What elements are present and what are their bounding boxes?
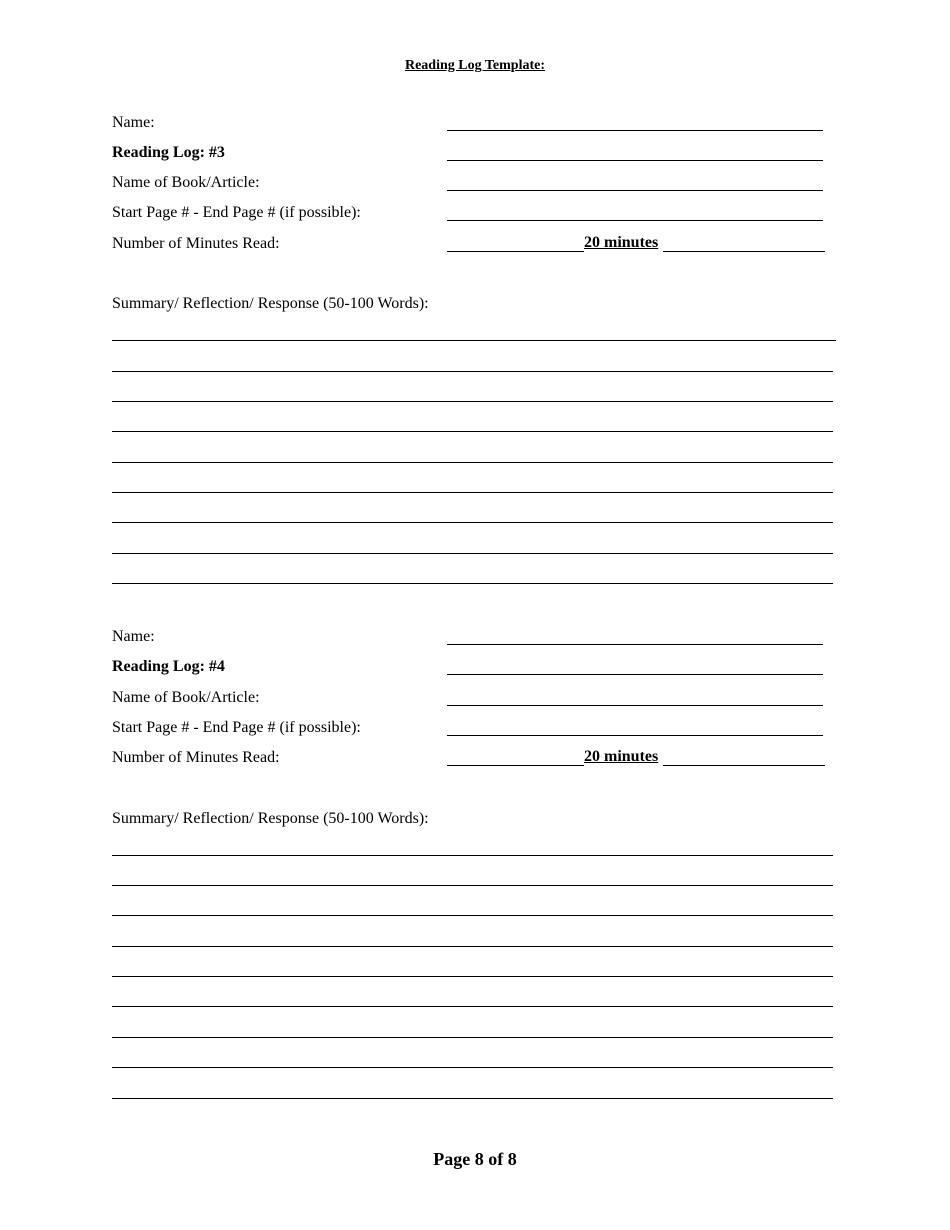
minutes-label: Number of Minutes Read: [112, 749, 280, 766]
minutes-field[interactable] [447, 232, 825, 252]
summary-label: Summary/ Reflection/ Response (50-100 Words): [112, 295, 429, 312]
pages-label: Start Page # - End Page # (if possible): [112, 719, 361, 736]
pages-field[interactable] [447, 735, 823, 736]
summary-line[interactable] [112, 553, 833, 554]
pages-field[interactable] [447, 220, 823, 221]
name-label: Name: [112, 114, 155, 131]
name-field[interactable] [447, 644, 823, 645]
minutes-value: 20 minutes [584, 748, 659, 765]
summary-line[interactable] [112, 462, 833, 463]
summary-line[interactable] [112, 492, 833, 493]
book-label: Name of Book/Article: [112, 174, 260, 191]
minutes-label: Number of Minutes Read: [112, 235, 280, 252]
summary-label: Summary/ Reflection/ Response (50-100 Words): [112, 810, 429, 827]
name-field[interactable] [447, 130, 823, 131]
book-field[interactable] [447, 705, 823, 706]
summary-line[interactable] [112, 1006, 833, 1007]
summary-line[interactable] [112, 1067, 833, 1068]
summary-line[interactable] [112, 583, 833, 584]
summary-line[interactable] [112, 522, 833, 523]
log-number-label: Reading Log: #3 [112, 144, 225, 161]
summary-line[interactable] [112, 915, 833, 916]
log-number-label: Reading Log: #4 [112, 658, 225, 675]
summary-line[interactable] [112, 1098, 833, 1099]
minutes-value: 20 minutes [584, 234, 659, 251]
pages-label: Start Page # - End Page # (if possible): [112, 204, 361, 221]
book-label: Name of Book/Article: [112, 689, 260, 706]
summary-line[interactable] [112, 885, 833, 886]
summary-line[interactable] [112, 1037, 833, 1038]
summary-line[interactable] [112, 855, 833, 856]
summary-line[interactable] [112, 976, 833, 977]
minutes-field[interactable] [447, 746, 825, 766]
name-label: Name: [112, 628, 155, 645]
summary-line[interactable] [112, 431, 833, 432]
page-number: Page 8 of 8 [433, 1149, 517, 1169]
summary-line[interactable] [112, 401, 833, 402]
log-number-field[interactable] [447, 160, 823, 161]
summary-line[interactable] [112, 371, 833, 372]
summary-line[interactable] [112, 340, 836, 341]
document-title: Reading Log Template: [404, 58, 545, 73]
summary-line[interactable] [112, 946, 833, 947]
book-field[interactable] [447, 190, 823, 191]
log-number-field[interactable] [447, 674, 823, 675]
